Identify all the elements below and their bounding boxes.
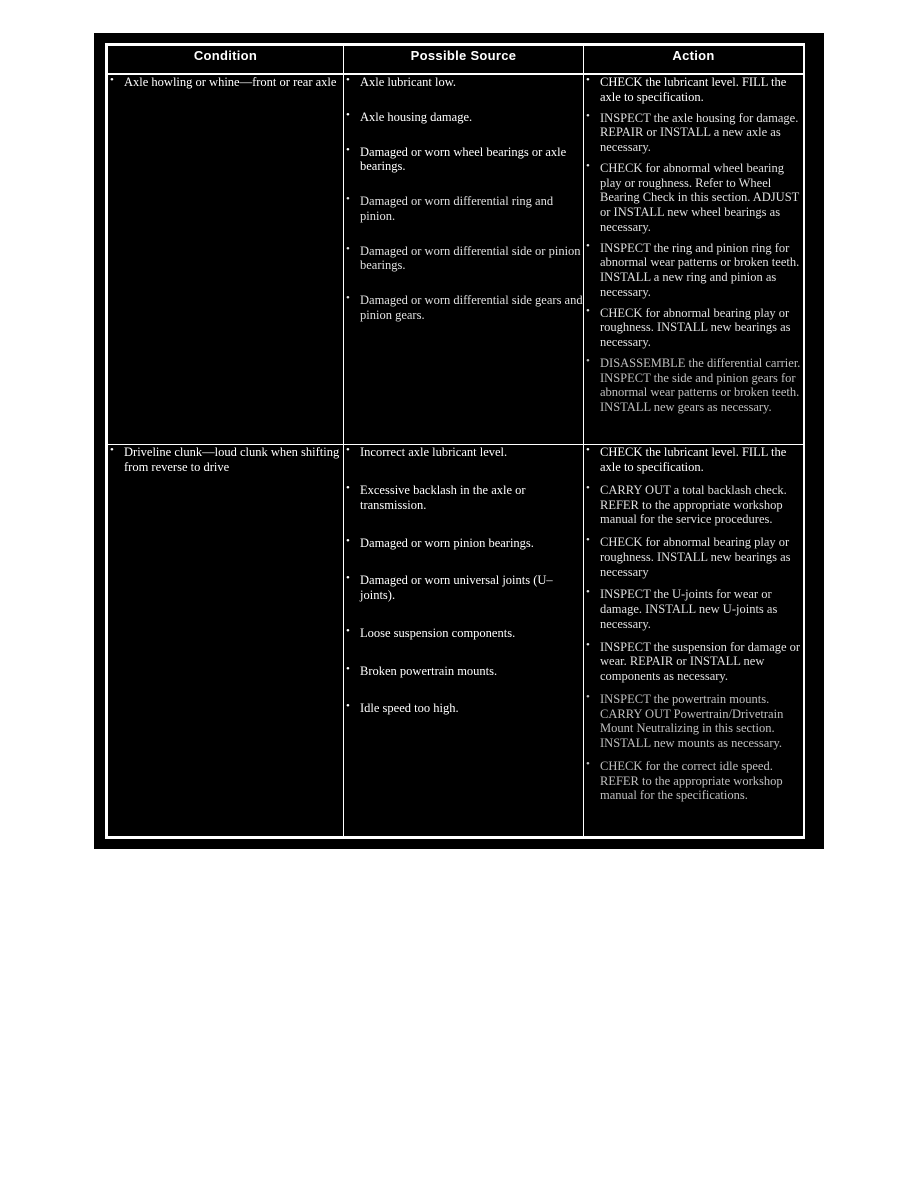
list-item: • INSPECT the powertrain mounts. CARRY OUT Powertrain/Drivetrain Mount Neutralizing in this section. INSTALL new mounts as necessary. — [584, 692, 803, 751]
list-item: • CHECK for abnormal wheel bearing play or roughness. Refer to Wheel Bearing Check in this section. ADJUST or INSTALL new wheel bearings as necessary. — [584, 161, 803, 235]
table-row — [108, 74, 804, 445]
list-item: • Damaged or worn differential side or pinion bearings. — [344, 244, 583, 274]
column-header-action: Action — [584, 46, 804, 75]
column-header-possible-source: Possible Source — [344, 46, 584, 75]
troubleshooting-table-container — [105, 43, 805, 839]
list-item: • Damaged or worn differential ring and pinion. — [344, 194, 583, 224]
list-item: • INSPECT the U-joints for wear or damage. INSTALL new U-joints as necessary. — [584, 587, 803, 631]
list-item: • Axle lubricant low. — [344, 75, 583, 90]
list-item: • Damaged or worn universal joints (U–joints). — [344, 573, 583, 603]
troubleshooting-table — [107, 45, 804, 837]
list-item: • CARRY OUT a total backlash check. REFER to the appropriate workshop manual for the service procedures. — [584, 483, 803, 527]
list-item: • Excessive backlash in the axle or transmission. — [344, 483, 583, 513]
list-item: • CHECK the lubricant level. FILL the axle to specification. — [584, 75, 803, 105]
list-item: • Idle speed too high. — [344, 701, 583, 716]
scanned-image-block — [94, 33, 824, 849]
cell-action — [584, 445, 804, 837]
list-item: • INSPECT the suspension for damage or wear. REPAIR or INSTALL new components as necessary. — [584, 640, 803, 684]
list-item: • CHECK for abnormal bearing play or roughness. INSTALL new bearings as necessary — [584, 535, 803, 579]
table-row — [108, 445, 804, 837]
list-item: • Incorrect axle lubricant level. — [344, 445, 583, 460]
list-item: • Damaged or worn wheel bearings or axle bearings. — [344, 145, 583, 175]
list-item: • Broken powertrain mounts. — [344, 664, 583, 679]
list-item: • CHECK for the correct idle speed. REFER to the appropriate workshop manual for the specifications. — [584, 759, 803, 803]
list-item: • Damaged or worn differential side gears and pinion gears. — [344, 293, 583, 323]
list-item: • INSPECT the ring and pinion ring for abnormal wear patterns or broken teeth. INSTALL a new ring and pinion as necessary. — [584, 241, 803, 300]
column-header-condition: Condition — [108, 46, 344, 75]
cell-possible-source — [344, 445, 584, 837]
cell-possible-source — [344, 74, 584, 445]
list-item: • Axle housing damage. — [344, 110, 583, 125]
list-item: • INSPECT the axle housing for damage. REPAIR or INSTALL a new axle as necessary. — [584, 111, 803, 155]
cell-condition — [108, 74, 344, 445]
list-item: • Loose suspension components. — [344, 626, 583, 641]
cell-condition — [108, 445, 344, 837]
table-header-row — [108, 46, 804, 75]
cell-action — [584, 74, 804, 445]
list-item: • CHECK the lubricant level. FILL the axle to specification. — [584, 445, 803, 475]
list-item: • Damaged or worn pinion bearings. — [344, 536, 583, 551]
list-item: • Driveline clunk—loud clunk when shifting from reverse to drive — [108, 445, 343, 475]
list-item: • Axle howling or whine—front or rear axle — [108, 75, 343, 90]
list-item: • CHECK for abnormal bearing play or roughness. INSTALL new bearings as necessary. — [584, 306, 803, 350]
list-item: • DISASSEMBLE the differential carrier. INSPECT the side and pinion gears for abnormal wear patterns or broken teeth. INSTALL new gears as necessary. — [584, 356, 803, 415]
